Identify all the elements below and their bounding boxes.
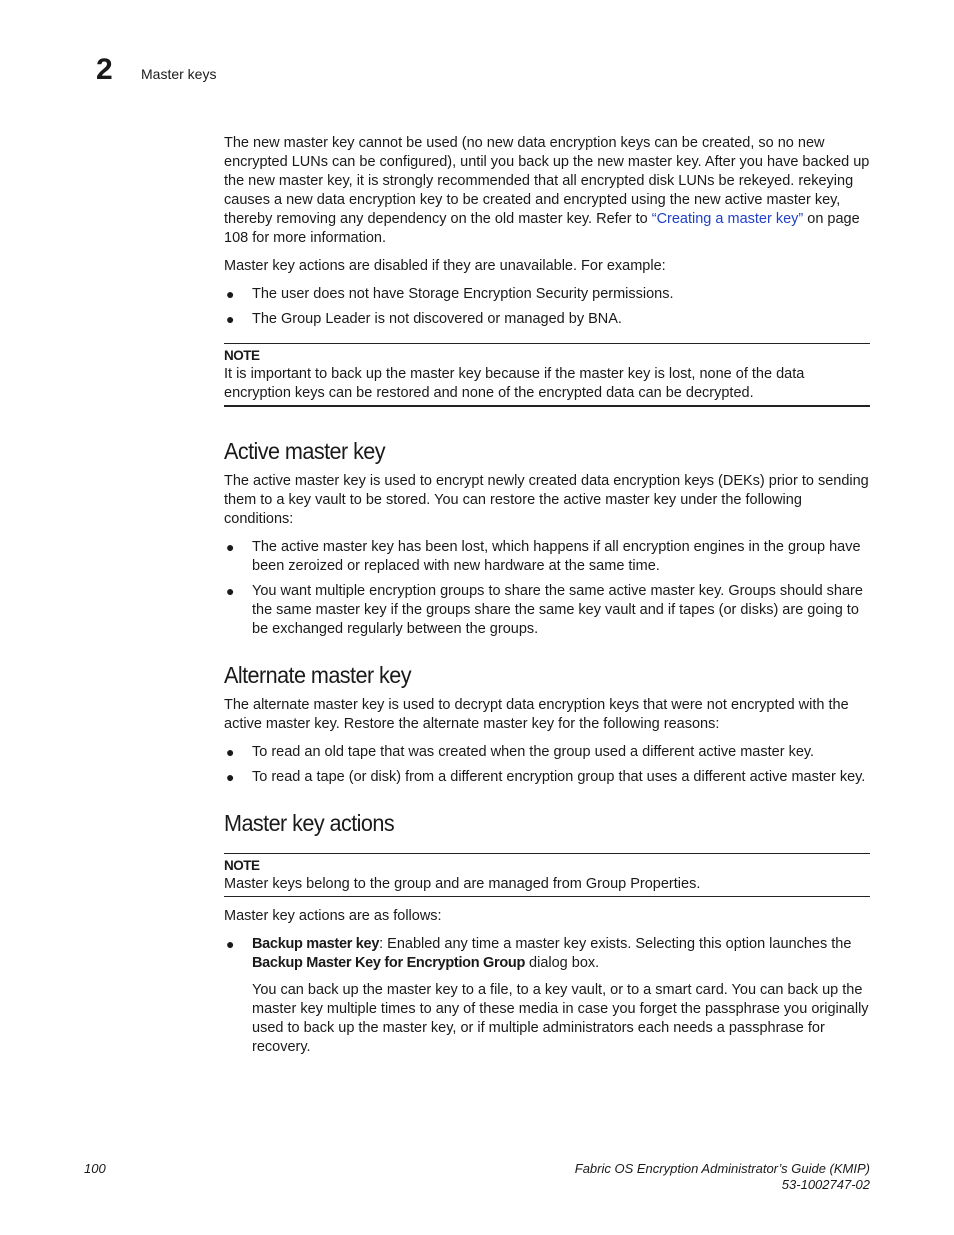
- bullet-icon: ●: [226, 539, 235, 555]
- master-key-actions-heading: Master key actions: [224, 810, 395, 836]
- disabled-paragraph: Master key actions are disabled if they are unavailable. For example:: [224, 258, 666, 274]
- list-item-text: To read a tape (or disk) from a different encryption group that uses a different active master key.: [252, 769, 866, 785]
- note-text: Master keys belong to the group and are managed from Group Properties.: [224, 876, 701, 892]
- list-item-text: The Group Leader is not discovered or managed by BNA.: [252, 311, 622, 327]
- chapter-number: 2: [96, 53, 113, 86]
- list-item-text: : Enabled any time a master key exists. Selecting this option launches the: [379, 936, 852, 952]
- list-item: [224, 768, 870, 787]
- list-item: [224, 310, 870, 329]
- list-item-text: The user does not have Storage Encryption Security permissions.: [252, 286, 674, 302]
- note-label: NOTE: [224, 858, 260, 873]
- active-list: [224, 538, 870, 639]
- intro-paragraph: [224, 134, 870, 248]
- alternate-master-key-heading: Alternate master key: [224, 662, 411, 688]
- list-item-text: The active master key has been lost, which happens if all encryption engines in the group have been zeroized or replaced with new hardware at the same time.: [252, 539, 861, 574]
- backup-paragraph: You can back up the master key to a file, to a key vault, or to a smart card. You can back up the master key multiple times to any of these media in case you forget the passphrase you originally used to back up the master key, or if multiple administrators each needs a passphrase for recovery.: [252, 982, 869, 1055]
- list-item: [224, 743, 870, 762]
- list-item: [224, 935, 870, 973]
- doc-title: Fabric OS Encryption Administrator’s Guide (KMIP): [574, 1161, 870, 1176]
- actions-paragraph: Master key actions are as follows:: [224, 908, 442, 924]
- note-box: [224, 853, 870, 897]
- note-label: NOTE: [224, 348, 260, 363]
- backup-master-key-term: Backup master key: [252, 936, 380, 952]
- intro-tail: on page 108 for more information.: [224, 211, 860, 246]
- active-paragraph: The active master key is used to encrypt newly created data encryption keys (DEKs) prior to sending them to a key vault to be stored. You can restore the active master key under the following conditions:: [224, 473, 869, 527]
- dialog-name: Backup Master Key for Encryption Group: [252, 955, 526, 971]
- alternate-paragraph: The alternate master key is used to decrypt data encryption keys that were not encrypted with the active master key. Restore the alternate master key for the following reasons:: [224, 697, 849, 732]
- disabled-list: [224, 285, 870, 329]
- note-box: [224, 343, 870, 407]
- page-number: 100: [84, 1161, 106, 1176]
- doc-id: 53-1002747-02: [781, 1177, 870, 1192]
- bullet-icon: ●: [226, 583, 235, 599]
- actions-list: [224, 935, 870, 973]
- chapter-title: Master keys: [141, 66, 217, 82]
- active-master-key-heading: Active master key: [224, 438, 386, 464]
- bullet-icon: ●: [226, 286, 235, 302]
- list-item: [224, 538, 870, 576]
- page-content: [224, 134, 870, 1066]
- list-item-text: You want multiple encryption groups to share the same active master key. Groups should share the same master key if the groups share the same key vault and if tapes (or disks) are going to be exchanged regularly between the groups.: [252, 583, 863, 637]
- bullet-icon: ●: [226, 311, 235, 327]
- note-text: It is important to back up the master key because if the master key is lost, none of the data encryption keys can be restored and none of the encrypted data can be decrypted.: [224, 366, 805, 401]
- list-item-text: To read an old tape that was created when the group used a different active master key.: [252, 744, 815, 760]
- intro-text: The new master key cannot be used (no new data encryption keys can be created, so no new encrypted LUNs can be configured), until you back up the new master key. After you have backed up the new master key, it is strongly recommended that all encrypted disk LUNs be rekeyed. rekeying causes a new data encryption key to be created and encrypted using the new active master key, thereby removing any dependency on the old master key. Refer to: [224, 135, 870, 227]
- bullet-icon: ●: [226, 769, 235, 785]
- list-item-tail: dialog box.: [525, 955, 600, 971]
- bullet-icon: ●: [226, 744, 235, 760]
- bullet-icon: ●: [226, 936, 235, 952]
- footer-doc-info: [575, 1161, 870, 1193]
- creating-master-key-link[interactable]: “Creating a master key”: [651, 211, 804, 227]
- list-item: [224, 582, 870, 639]
- alternate-list: [224, 743, 870, 787]
- list-item: [224, 285, 870, 304]
